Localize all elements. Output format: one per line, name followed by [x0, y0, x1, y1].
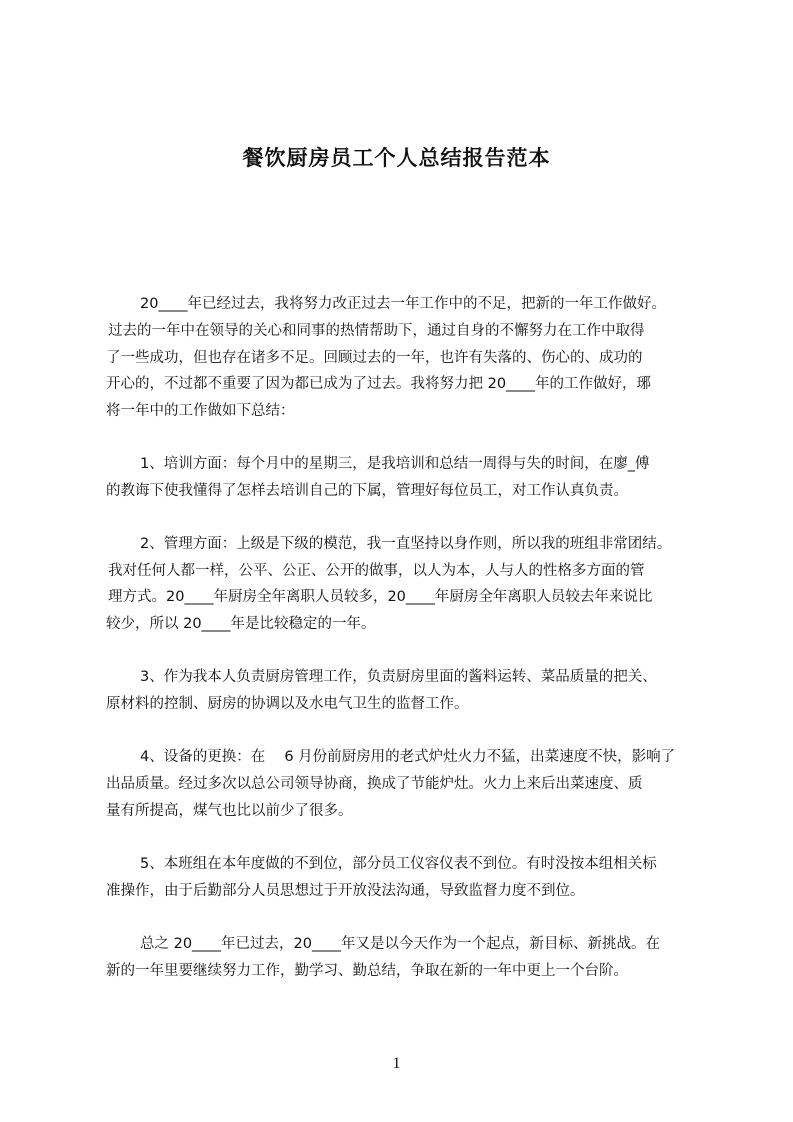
- paragraph-3-line-2: 我对任何人都一样，公平、公正、公开的做事，以人为本，人与人的性格多方面的管: [108, 563, 645, 579]
- paragraph-3-line-1: 2、管理方面：上级是下级的模范，我一直坚持以身作则，所以我的班组非常团结。: [140, 536, 672, 552]
- paragraph-1-line-3: 了一些成功，但也存在诸多不足。回顾过去的一年，也许有失落的、伤心的、成功的: [106, 350, 643, 366]
- page-number: 1: [392, 1055, 401, 1072]
- paragraph-2-line-2: 的教诲下使我懂得了怎样去培训自己的下属，管理好每位员工，对工作认真负责。: [106, 483, 628, 499]
- paragraph-1-line-4: 开心的，不过都不重要了因为都已成为了过去。我将努力把 20____年的工作做好，琊: [106, 376, 652, 392]
- paragraph-1-line-2: 过去的一年中在领导的关心和同事的热情帮助下，通过自身的不懈努力在工作中取得: [108, 323, 645, 339]
- paragraph-1-line-5: 将一年中的工作做如下总结：: [106, 403, 295, 419]
- paragraph-7-line-2: 新的一年里要继续努力工作，勤学习、勤总结，争取在新的一年中更上一个台阶。: [106, 963, 628, 979]
- paragraph-5-line-3: 量有所提高，煤气也比以前少了很多。: [106, 803, 353, 819]
- paragraph-5-line-1: 4、设备的更换：在 6 月份前厨房用的老式炉灶火力不猛，出菜速度不快，影响了: [140, 749, 676, 765]
- paragraph-6-line-1: 5、本班组在本年度做的不到位，部分员工仪容仪表不到位。有时没按本组相关标: [140, 856, 657, 872]
- paragraph-6-line-2: 准操作，由于后勤部分人员思想过于开放没法沟通，导致监督力度不到位。: [106, 883, 585, 899]
- paragraph-1-line-1: 20____年已经过去，我将努力改正过去一年工作中的不足，把新的一年工作做好。: [140, 296, 666, 312]
- paragraph-3-line-3: 理方式。20____年厨房全年离职人员较多，20____年厨房全年离职人员较去年来说比: [108, 589, 653, 605]
- paragraph-4-line-1: 3、作为我本人负责厨房管理工作，负责厨房里面的酱料运转、菜品质量的把关、: [140, 669, 657, 685]
- paragraph-4-line-2: 原材料的控制、厨房的协调以及水电气卫生的监督工作。: [106, 696, 469, 712]
- paragraph-3-line-4: 较少，所以 20____年是比较稳定的一年。: [106, 616, 376, 632]
- paragraph-2-line-1: 1、培训方面：每个月中的星期三，是我培训和总结一周得与失的时间，在廖_傅: [140, 456, 650, 472]
- paragraph-7-line-1: 总之 20____年已过去，20____年又是以今天作为一个起点，新目标、新挑战。在: [140, 936, 661, 952]
- paragraph-5-line-2: 出品质量。经过多次以总公司领导协商，换成了节能炉灶。火力上来后出菜速度、质: [106, 776, 643, 792]
- document-title: 餐饮厨房员工个人总结报告范本: [242, 146, 551, 170]
